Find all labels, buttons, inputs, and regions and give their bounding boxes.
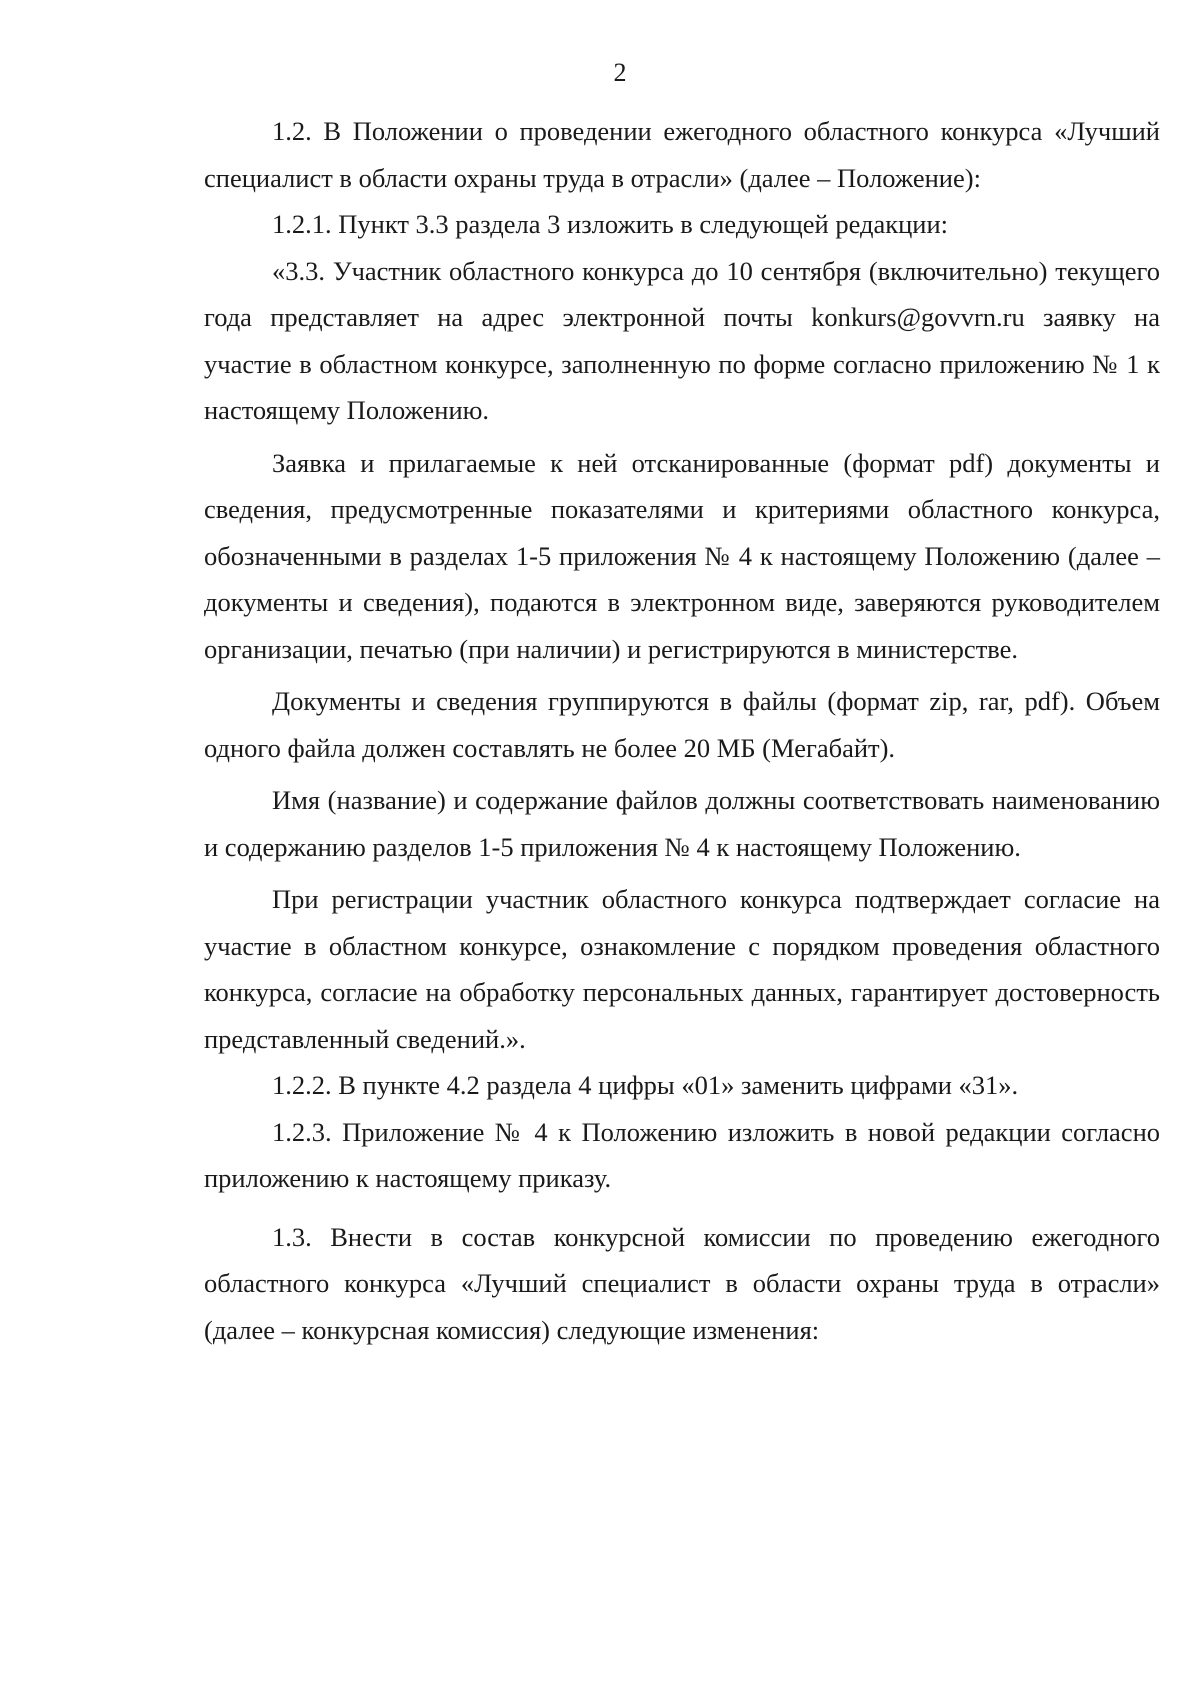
- paragraph-1-2-1: 1.2.1. Пункт 3.3 раздела 3 изложить в следующей редакции:: [272, 209, 949, 239]
- page-number: 2: [613, 58, 627, 87]
- paragraph-application: Заявка и прилагаемые к ней отсканированные (формат pdf) документы и сведения, предусмотренные показателями и критериями областного конкурса, обозначенными в разделах 1-5 приложения № 4 к настоящему Положению (далее – документы и сведения), подаются в электронном виде, заверяются руководителем организации, печатью (при наличии) и регистрируются в министерстве.: [204, 447, 1160, 664]
- paragraph-1-3: 1.3. Внести в состав конкурсной комиссии по проведению ежегодного областного конкурса «Лучший специалист в области охраны труда в отрасли» (далее – конкурсная комиссия) следующие изменения:: [204, 1221, 1160, 1345]
- paragraph-file-names: Имя (название) и содержание файлов должны соответствовать наименованию и содержанию разделов 1-5 приложения № 4 к настоящему Положению.: [204, 785, 1160, 862]
- paragraph-3-3: «3.3. Участник областного конкурса до 10 сентября (включительно) текущего года представляет на адрес электронной почты konkurs@govvrn.ru заявку на участие в областном конкурсе, заполненную по форме согласно приложению № 1 к настоящему Положению.: [204, 255, 1160, 425]
- paragraph-1-2-2: 1.2.2. В пункте 4.2 раздела 4 цифры «01» заменить цифрами «31».: [272, 1070, 1019, 1100]
- paragraph-registration: При регистрации участник областного конкурса подтверждает согласие на участие в областном конкурсе, ознакомление с порядком проведения областного конкурса, согласие на обработку персональных данных, гарантирует достоверность представленный сведений.».: [204, 884, 1160, 1054]
- document-body: [204, 108, 1160, 1353]
- paragraph-file-format: Документы и сведения группируются в файлы (формат zip, rar, pdf). Объем одного файла должен составлять не более 20 МБ (Мегабайт).: [204, 686, 1160, 763]
- paragraph-1-2-3: 1.2.3. Приложение № 4 к Положению изложить в новой редакции согласно приложению к настоящему приказу.: [204, 1116, 1160, 1193]
- paragraph-1-2: 1.2. В Положении о проведении ежегодного областного конкурса «Лучший специалист в области охраны труда в отрасли» (далее – Положение):: [204, 116, 1160, 193]
